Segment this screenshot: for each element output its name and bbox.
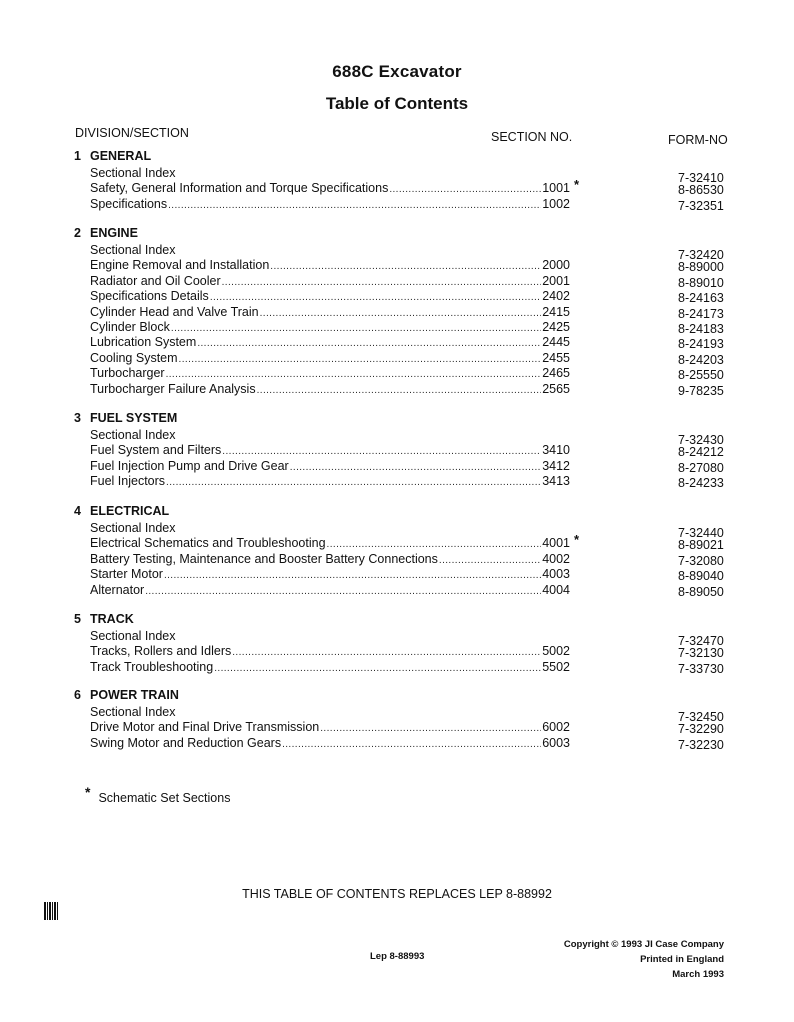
- form-number: 8-24163: [678, 291, 724, 306]
- division-heading: [74, 411, 177, 425]
- division-name: FUEL SYSTEM: [90, 411, 178, 425]
- entry-title: Lubrication System: [90, 335, 197, 350]
- toc-entry[interactable]: [90, 177, 580, 196]
- toc-entry[interactable]: [90, 551, 570, 567]
- section-number: 6003: [542, 735, 570, 750]
- division-number: 4: [74, 504, 81, 518]
- form-number: 8-24233: [678, 476, 724, 491]
- form-number: 7-32351: [678, 198, 724, 213]
- section-number: 2465: [542, 366, 570, 381]
- form-number: 8-24173: [678, 306, 724, 321]
- footnote-symbol: *: [85, 784, 91, 800]
- toc-entry[interactable]: [90, 319, 570, 335]
- toc-entry[interactable]: [90, 704, 570, 720]
- division-number: 5: [74, 612, 81, 626]
- division-heading: [74, 612, 134, 626]
- column-header-section-no: SECTION NO.: [491, 130, 573, 144]
- form-number: 8-89050: [678, 584, 724, 599]
- form-number: 8-89040: [678, 569, 724, 584]
- section-number: 2415: [542, 304, 570, 319]
- toc-entry[interactable]: [90, 735, 570, 751]
- form-number: 8-89010: [678, 275, 724, 290]
- toc-entry[interactable]: [90, 719, 570, 735]
- form-number: 8-24212: [678, 445, 724, 460]
- toc-entry[interactable]: [90, 473, 570, 489]
- section-number: 2565: [542, 381, 570, 396]
- entry-title: Sectional Index: [90, 243, 176, 257]
- form-number: 8-25550: [678, 368, 724, 383]
- division-name: ENGINE: [90, 226, 138, 240]
- entry-title: Fuel Injectors: [90, 474, 166, 489]
- form-number: 7-32230: [678, 737, 724, 752]
- section-number: 5002: [542, 644, 570, 659]
- entry-title: Sectional Index: [90, 629, 176, 643]
- entry-title: Alternator: [90, 582, 145, 597]
- section-number: 1001: [542, 181, 570, 196]
- division-number: 3: [74, 411, 81, 425]
- entry-title: Starter Motor: [90, 567, 163, 582]
- dot-leader: [166, 475, 541, 491]
- division-number: 6: [74, 688, 81, 702]
- form-number: 7-32440: [678, 526, 724, 540]
- entry-title: Turbocharger Failure Analysis: [90, 381, 256, 396]
- form-number: 7-32470: [678, 634, 724, 648]
- toc-entry[interactable]: [90, 582, 570, 598]
- toc-entry[interactable]: [90, 458, 570, 474]
- entry-title: Sectional Index: [90, 705, 176, 719]
- page-subtitle: Table of Contents: [325, 94, 469, 113]
- entry-title: Battery Testing, Maintenance and Booster Battery Connections: [90, 551, 438, 566]
- toc-entry[interactable]: [90, 442, 570, 458]
- section-number: 1002: [542, 196, 570, 211]
- form-number: 7-32450: [678, 710, 724, 724]
- toc-entry[interactable]: [90, 628, 570, 644]
- entry-title: Drive Motor and Final Drive Transmission: [90, 720, 320, 735]
- section-number: 2402: [542, 289, 570, 304]
- toc-entry[interactable]: [90, 165, 570, 181]
- toc-entry[interactable]: [90, 566, 570, 582]
- toc-entry[interactable]: [90, 365, 570, 381]
- toc-entry[interactable]: [90, 304, 570, 320]
- section-number: 4002: [542, 551, 570, 566]
- form-number: 8-27080: [678, 460, 724, 475]
- entry-title: Radiator and Oil Cooler: [90, 273, 221, 288]
- section-number: 2445: [542, 335, 570, 350]
- column-header-form-no: FORM-NO: [668, 133, 728, 147]
- copyright-block: [520, 937, 724, 982]
- form-number: 8-24203: [678, 352, 724, 367]
- form-number: 7-32080: [678, 553, 724, 568]
- form-number: 7-33730: [678, 661, 724, 676]
- entry-title: Turbocharger: [90, 366, 165, 381]
- division-name: TRACK: [90, 612, 134, 626]
- division-heading: [74, 504, 169, 518]
- copyright-line: Copyright © 1993 JI Case Company: [563, 939, 724, 950]
- entry-title: Sectional Index: [90, 428, 176, 442]
- entry-title: Sectional Index: [90, 521, 176, 535]
- toc-entry[interactable]: [90, 273, 570, 289]
- entry-title: Engine Removal and Installation: [90, 258, 270, 273]
- printed-line: Printed in England: [640, 954, 724, 965]
- section-number: 3410: [542, 443, 570, 458]
- lep-number: Lep 8-88993: [370, 951, 425, 962]
- division-heading: [74, 688, 179, 702]
- toc-entry[interactable]: [90, 242, 570, 258]
- entry-title: Swing Motor and Reduction Gears: [90, 735, 282, 750]
- entry-title: Fuel System and Filters: [90, 443, 222, 458]
- section-number: 4003: [542, 567, 570, 582]
- toc-entry[interactable]: [90, 288, 570, 304]
- section-number: 2455: [542, 350, 570, 365]
- page-title: 688C Excavator: [332, 62, 462, 81]
- section-number: 6002: [542, 720, 570, 735]
- division-name: POWER TRAIN: [90, 688, 179, 702]
- section-number: 5502: [542, 659, 570, 674]
- section-number: 2425: [542, 320, 570, 334]
- dot-leader: [282, 737, 541, 753]
- dot-leader: [168, 198, 541, 214]
- division-name: ELECTRICAL: [90, 504, 170, 518]
- entry-title: Track Troubleshooting: [90, 659, 214, 674]
- form-number: 7-32130: [678, 646, 724, 661]
- toc-entry[interactable]: [90, 381, 570, 397]
- entry-title: Cylinder Head and Valve Train: [90, 304, 259, 319]
- form-number: 7-32430: [678, 433, 724, 447]
- form-number: 7-32410: [678, 171, 724, 185]
- section-number: 2001: [542, 273, 570, 288]
- entry-title: Safety, General Information and Torque Specifications: [90, 181, 389, 196]
- toc-entry[interactable]: [90, 350, 570, 366]
- section-number: 3413: [542, 474, 570, 489]
- form-number: 9-78235: [678, 383, 724, 398]
- form-number: 8-24183: [678, 322, 724, 336]
- schematic-asterisk: *: [574, 532, 580, 548]
- entry-title: Tracks, Rollers and Idlers: [90, 644, 232, 659]
- entry-title: Sectional Index: [90, 166, 176, 180]
- toc-entry[interactable]: [90, 257, 570, 273]
- toc-entry[interactable]: [90, 520, 570, 536]
- division-number: 1: [74, 149, 81, 163]
- division-heading: [74, 226, 138, 240]
- dot-leader: [214, 661, 541, 677]
- form-number: 8-89000: [678, 260, 724, 275]
- barcode-mark: [44, 902, 58, 920]
- section-number: 4001: [542, 536, 570, 551]
- section-number: 4004: [542, 582, 570, 597]
- toc-entry[interactable]: [90, 427, 570, 443]
- schematic-asterisk: *: [574, 177, 580, 193]
- entry-title: Specifications: [90, 196, 168, 211]
- form-number: 8-24193: [678, 337, 724, 352]
- form-number: 8-89021: [678, 538, 724, 553]
- entry-title: Specifications Details: [90, 289, 209, 304]
- footnote: [85, 784, 231, 805]
- toc-entry[interactable]: [90, 643, 570, 659]
- column-header-division: DIVISION/SECTION: [75, 126, 189, 140]
- dot-leader: [257, 383, 542, 399]
- dot-leader: [145, 584, 541, 600]
- division-name: GENERAL: [90, 149, 152, 163]
- division-heading: [74, 149, 151, 163]
- form-number: 7-32420: [678, 248, 724, 262]
- division-number: 2: [74, 226, 81, 240]
- form-number: 7-32290: [678, 722, 724, 737]
- toc-entry[interactable]: [90, 334, 570, 350]
- form-number: 8-86530: [678, 183, 724, 198]
- replaces-notice: THIS TABLE OF CONTENTS REPLACES LEP 8-88992: [242, 887, 552, 901]
- entry-title: Fuel Injection Pump and Drive Gear: [90, 458, 289, 473]
- footnote-text: Schematic Set Sections: [98, 791, 231, 805]
- entry-title: Electrical Schematics and Troubleshooting: [90, 536, 326, 551]
- toc-entry[interactable]: [90, 532, 580, 551]
- toc-entry[interactable]: [90, 659, 570, 675]
- date-line: March 1993: [672, 969, 724, 980]
- toc-entry[interactable]: [90, 196, 570, 212]
- section-number: 2000: [542, 258, 570, 273]
- entry-title: Cooling System: [90, 350, 178, 365]
- section-number: 3412: [542, 458, 570, 473]
- entry-title: Cylinder Block: [90, 320, 170, 334]
